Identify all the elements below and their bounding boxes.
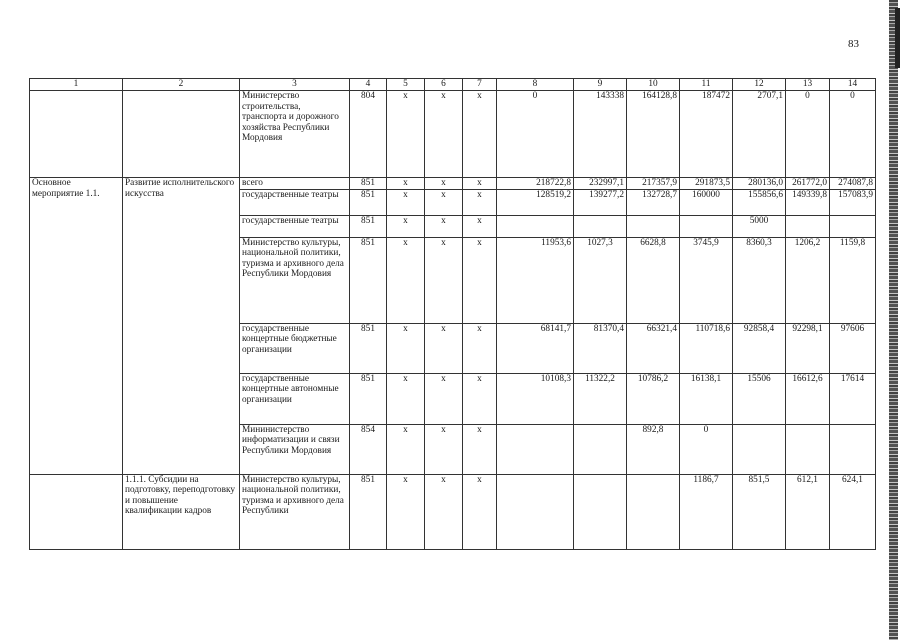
cell-value — [497, 424, 574, 474]
cell-code: 851 — [350, 178, 387, 190]
column-header: 14 — [830, 79, 876, 91]
cell-executor: государственные театры — [240, 189, 350, 215]
cell-value: 291873,5 — [680, 178, 733, 190]
cell-value — [733, 424, 786, 474]
table-row — [30, 474, 876, 549]
cell-executor: всего — [240, 178, 350, 190]
cell-empty — [30, 474, 123, 549]
budget-table — [29, 78, 876, 550]
cell-x: х — [463, 91, 497, 178]
cell-executor: Мининистерство информатизации и связи Республики Мордовия — [240, 424, 350, 474]
cell-executor: государственные театры — [240, 215, 350, 237]
cell-x: х — [387, 237, 425, 323]
cell-x: х — [387, 91, 425, 178]
column-header: 2 — [123, 79, 240, 91]
cell-executor: Министерство культуры, национальной политики, туризма и архивного дела Республики — [240, 474, 350, 549]
cell-value — [497, 474, 574, 549]
cell-code: 854 — [350, 424, 387, 474]
cell-executor: Министерство культуры, национальной политики, туризма и архивного дела Республики Мордовия — [240, 237, 350, 323]
cell-value — [574, 424, 627, 474]
cell-value: 81370,4 — [574, 323, 627, 373]
cell-x: х — [387, 323, 425, 373]
cell-value: 1206,2 — [786, 237, 830, 323]
scan-edge-mark-top — [895, 8, 900, 68]
cell-x: х — [425, 373, 463, 424]
cell-x: х — [425, 178, 463, 190]
cell-value: 232997,1 — [574, 178, 627, 190]
cell-executor: государственные концертные автономные организации — [240, 373, 350, 424]
cell-value: 612,1 — [786, 474, 830, 549]
cell-value: 157083,9 — [830, 189, 876, 215]
cell-value: 132728,7 — [627, 189, 680, 215]
scan-edge-mark — [889, 0, 898, 640]
column-header: 5 — [387, 79, 425, 91]
cell-value: 92298,1 — [786, 323, 830, 373]
column-header: 7 — [463, 79, 497, 91]
cell-value: 66321,4 — [627, 323, 680, 373]
cell-x: х — [387, 189, 425, 215]
cell-value: 1159,8 — [830, 237, 876, 323]
cell-value: 92858,4 — [733, 323, 786, 373]
cell-empty — [30, 91, 123, 178]
cell-x: х — [387, 215, 425, 237]
cell-x: х — [463, 474, 497, 549]
cell-code: 851 — [350, 323, 387, 373]
column-header: 8 — [497, 79, 574, 91]
column-header: 13 — [786, 79, 830, 91]
cell-x: х — [463, 373, 497, 424]
cell-x: х — [463, 215, 497, 237]
table-row — [30, 178, 876, 190]
column-header: 6 — [425, 79, 463, 91]
cell-value: 143338 — [574, 91, 627, 178]
cell-x: х — [425, 91, 463, 178]
cell-value — [830, 424, 876, 474]
cell-value: 0 — [497, 91, 574, 178]
column-header: 4 — [350, 79, 387, 91]
cell-x: х — [425, 215, 463, 237]
cell-value: 128519,2 — [497, 189, 574, 215]
cell-value: 280136,0 — [733, 178, 786, 190]
cell-value: 217357,9 — [627, 178, 680, 190]
cell-value — [627, 215, 680, 237]
cell-x: х — [425, 189, 463, 215]
cell-value: 5000 — [733, 215, 786, 237]
cell-event-title: Развитие исполнительского искусства — [123, 178, 240, 475]
cell-event-title: 1.1.1. Субсидии на подготовку, переподготовку и повышение квалификации кадров — [123, 474, 240, 549]
cell-value: 16612,6 — [786, 373, 830, 424]
cell-value — [680, 215, 733, 237]
column-header: 10 — [627, 79, 680, 91]
cell-value: 16138,1 — [680, 373, 733, 424]
column-header: 11 — [680, 79, 733, 91]
cell-value: 164128,8 — [627, 91, 680, 178]
cell-x: х — [463, 237, 497, 323]
cell-value: 1186,7 — [680, 474, 733, 549]
cell-value: 11322,2 — [574, 373, 627, 424]
cell-value: 139277,2 — [574, 189, 627, 215]
column-header: 1 — [30, 79, 123, 91]
cell-code: 851 — [350, 474, 387, 549]
cell-value: 10786,2 — [627, 373, 680, 424]
column-header: 9 — [574, 79, 627, 91]
cell-code: 804 — [350, 91, 387, 178]
cell-event-name: Основное мероприятие 1.1. — [30, 178, 123, 475]
cell-value: 17614 — [830, 373, 876, 424]
cell-value: 0 — [830, 91, 876, 178]
page-number: 83 — [848, 38, 859, 50]
cell-value: 10108,3 — [497, 373, 574, 424]
cell-x: х — [425, 323, 463, 373]
cell-value: 11953,6 — [497, 237, 574, 323]
column-header: 3 — [240, 79, 350, 91]
cell-x: х — [387, 373, 425, 424]
cell-x: х — [425, 474, 463, 549]
cell-value — [786, 215, 830, 237]
cell-value — [497, 215, 574, 237]
cell-value: 6628,8 — [627, 237, 680, 323]
cell-value: 149339,8 — [786, 189, 830, 215]
cell-code: 851 — [350, 189, 387, 215]
cell-x: х — [463, 189, 497, 215]
cell-value: 0 — [680, 424, 733, 474]
cell-x: х — [425, 237, 463, 323]
cell-value: 0 — [786, 91, 830, 178]
cell-value — [786, 424, 830, 474]
cell-x: х — [387, 424, 425, 474]
cell-x: х — [463, 424, 497, 474]
cell-value — [627, 474, 680, 549]
cell-code: 851 — [350, 237, 387, 323]
cell-value: 97606 — [830, 323, 876, 373]
header-row — [30, 79, 876, 91]
cell-executor: государственные концертные бюджетные организации — [240, 323, 350, 373]
table-row — [30, 91, 876, 178]
cell-x: х — [387, 178, 425, 190]
cell-value: 3745,9 — [680, 237, 733, 323]
cell-value: 8360,3 — [733, 237, 786, 323]
cell-value: 160000 — [680, 189, 733, 215]
cell-value: 851,5 — [733, 474, 786, 549]
cell-value: 261772,0 — [786, 178, 830, 190]
cell-x: х — [463, 323, 497, 373]
cell-value: 110718,6 — [680, 323, 733, 373]
cell-value: 15506 — [733, 373, 786, 424]
cell-x: х — [425, 424, 463, 474]
column-header: 12 — [733, 79, 786, 91]
cell-code: 851 — [350, 373, 387, 424]
cell-value: 187472 — [680, 91, 733, 178]
cell-x: х — [463, 178, 497, 190]
cell-value — [574, 474, 627, 549]
cell-value: 155856,6 — [733, 189, 786, 215]
cell-value — [830, 215, 876, 237]
cell-executor: Министерство строительства, транспорта и дорожного хозяйства Республики Мордовия — [240, 91, 350, 178]
cell-value — [574, 215, 627, 237]
cell-value: 1027,3 — [574, 237, 627, 323]
cell-value: 274087,8 — [830, 178, 876, 190]
cell-empty — [123, 91, 240, 178]
cell-code: 851 — [350, 215, 387, 237]
cell-value: 892,8 — [627, 424, 680, 474]
cell-value: 2707,1 — [733, 91, 786, 178]
cell-x: х — [387, 474, 425, 549]
cell-value: 624,1 — [830, 474, 876, 549]
cell-value: 68141,7 — [497, 323, 574, 373]
cell-value: 218722,8 — [497, 178, 574, 190]
